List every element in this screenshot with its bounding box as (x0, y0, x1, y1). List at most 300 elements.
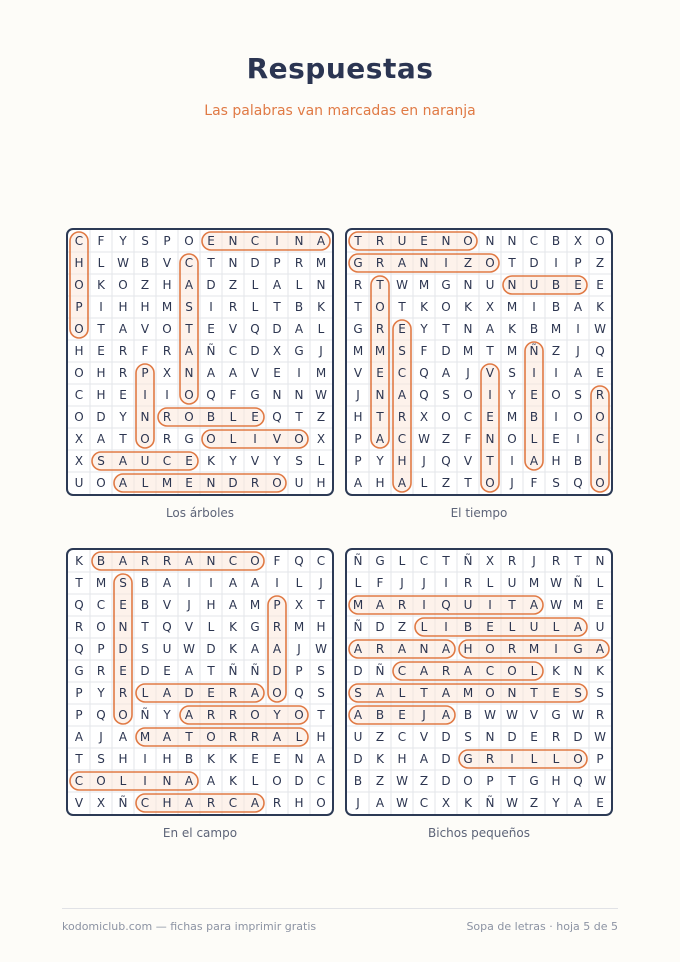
grid-letter: A (184, 554, 194, 568)
grid-letter: S (97, 752, 105, 766)
grid-letter: X (294, 598, 304, 612)
grid-letter: O (206, 730, 216, 744)
grid-letter: D (96, 410, 106, 424)
grid-letter: L (295, 278, 303, 292)
grid-letter: O (96, 620, 106, 634)
grid-letter: G (463, 752, 473, 766)
grid-letter: Q (294, 554, 304, 568)
grid-letter: O (118, 708, 128, 722)
grid-letter: C (397, 432, 407, 446)
grid-letter: A (419, 752, 429, 766)
grid-letter: O (294, 708, 304, 722)
grid-letter: D (529, 256, 539, 270)
grid-letter: R (507, 554, 517, 568)
grid-letter: F (229, 388, 237, 402)
grid-letter: R (250, 476, 260, 490)
grid-letter: N (485, 234, 495, 248)
grid-letter: X (74, 432, 84, 446)
grid-letter: K (229, 642, 237, 656)
grid-letter: R (507, 642, 517, 656)
grid-letter: L (317, 322, 325, 336)
grid-letter: E (596, 796, 604, 810)
grid-letter: T (508, 598, 516, 612)
grid-letter: P (295, 664, 303, 678)
grid-letter: A (294, 322, 304, 336)
answer-highlight (525, 342, 543, 470)
grid-letter: F (273, 554, 281, 568)
grid-letter: E (185, 476, 193, 490)
grid-letter: A (228, 366, 238, 380)
grid-letter: D (184, 686, 194, 700)
grid-letter: O (375, 300, 385, 314)
grid-letter: T (442, 554, 450, 568)
grid-letter: A (441, 686, 451, 700)
grid-letter: L (398, 554, 406, 568)
grid-letter: H (96, 366, 106, 380)
grid-letter: H (316, 730, 326, 744)
answer-highlight (202, 232, 330, 250)
footer-right: Sopa de letras · hoja 5 de 5 (466, 920, 618, 933)
grid-letter: O (485, 256, 495, 270)
grid-letter: D (441, 730, 451, 744)
grid-letter: Y (97, 686, 105, 700)
grid-letter: H (162, 796, 172, 810)
grid-letter: C (397, 664, 407, 678)
grid-letter: A (184, 708, 194, 722)
grid-letter: A (397, 476, 407, 490)
grid-letter: C (228, 796, 238, 810)
grid-letter: D (272, 664, 282, 678)
grid-letter: E (251, 752, 259, 766)
grid-letter: T (376, 410, 384, 424)
grid-letter: A (184, 664, 194, 678)
grid-letter: I (99, 300, 103, 314)
grid-letter: A (573, 300, 583, 314)
grid-letter: A (118, 730, 128, 744)
grid-letter: Ñ (573, 576, 583, 590)
grid-letter: J (319, 344, 323, 358)
grid-letter: L (251, 300, 259, 314)
grid-letter: B (551, 300, 561, 314)
grid-letter: L (420, 620, 428, 634)
grid-letter: N (140, 410, 150, 424)
grid-letter: L (141, 476, 149, 490)
grid-letter: O (316, 796, 326, 810)
grid-letter: U (294, 476, 304, 490)
grid-letter: N (316, 278, 326, 292)
grid-letter: D (250, 344, 260, 358)
grid-letter: L (508, 620, 516, 634)
grid-letter: O (573, 752, 583, 766)
grid-letter: A (397, 642, 407, 656)
grid-letter: A (228, 598, 238, 612)
grid-letter: U (529, 278, 539, 292)
grid-letter: D (118, 642, 128, 656)
grid-letter: O (118, 278, 128, 292)
grid-letter: W (550, 576, 562, 590)
grid-letter: J (297, 642, 301, 656)
answer-highlight (70, 772, 198, 790)
answer-highlight (415, 618, 587, 636)
grid-letter: J (510, 476, 514, 490)
grid-letter: V (250, 454, 260, 468)
grid-letter: P (163, 234, 171, 248)
grid-letter: U (595, 620, 605, 634)
grid-letter: S (508, 366, 516, 380)
grid-letter: Y (376, 454, 384, 468)
grid-letter: J (99, 730, 103, 744)
grid-letter: W (506, 708, 518, 722)
grid-letter: R (441, 664, 451, 678)
grid-letter: T (420, 686, 428, 700)
grid-letter: R (250, 730, 260, 744)
grid-letter: P (75, 708, 83, 722)
grid-letter: U (74, 476, 84, 490)
footer-divider (62, 908, 618, 909)
grid-letter: A (375, 796, 385, 810)
grid-letter: K (464, 796, 472, 810)
answer-highlight (136, 794, 264, 812)
grid-letter: C (140, 796, 150, 810)
grid-letter: S (442, 388, 450, 402)
grid-letter: V (272, 432, 282, 446)
grid-letter: Ñ (250, 664, 260, 678)
grid-letter: M (95, 576, 107, 590)
grid-letter: N (294, 752, 304, 766)
grid-letter: O (74, 322, 84, 336)
grid-letter: O (463, 774, 473, 788)
grid-letter: G (294, 344, 304, 358)
grid-letter: O (463, 234, 473, 248)
grid-letter: Q (573, 476, 583, 490)
grid-letter: B (353, 774, 363, 788)
grid-letter: A (162, 576, 172, 590)
grid-letter: A (375, 598, 385, 612)
grid-letter: L (420, 476, 428, 490)
grid-letter: A (118, 554, 128, 568)
grid-letter: N (485, 432, 495, 446)
grid-letter: Y (552, 796, 560, 810)
grid-letter: N (272, 388, 282, 402)
grid-letter: U (529, 620, 539, 634)
grid-letter: A (441, 708, 451, 722)
grid-letter: Z (463, 256, 473, 270)
grid-letter: Q (441, 598, 451, 612)
grid-letter: L (251, 774, 259, 788)
grid-letter: Q (272, 410, 282, 424)
grid-letter: H (74, 344, 84, 358)
grid-letter: I (554, 366, 558, 380)
grid-letter: I (275, 576, 279, 590)
grid-letter: E (207, 322, 215, 336)
grid-letter: M (161, 300, 173, 314)
grid-letter: Q (419, 366, 429, 380)
grid-letter: A (397, 388, 407, 402)
grid-letter: A (184, 774, 194, 788)
grid-letter: H (397, 752, 407, 766)
grid-letter: C (419, 796, 429, 810)
answer-highlight (481, 364, 499, 492)
grid-letter: A (441, 642, 451, 656)
grid-letter: E (163, 664, 171, 678)
grid-letter: D (206, 642, 216, 656)
grid-letter: T (207, 664, 215, 678)
grid-letter: R (140, 554, 150, 568)
grid-letter: A (316, 752, 326, 766)
grid-letter: I (598, 454, 602, 468)
grid-letter: G (353, 256, 363, 270)
grid-letter: Y (420, 322, 428, 336)
grid-letter: O (294, 432, 304, 446)
grid-letter: Z (419, 774, 429, 788)
grid-letter: Ñ (375, 664, 385, 678)
grid-letter: D (353, 664, 363, 678)
grid-letter: O (140, 432, 150, 446)
grid-letter: Y (508, 388, 516, 402)
grid-letter: L (552, 752, 560, 766)
grid-letter: J (576, 344, 580, 358)
grid-letter: S (97, 454, 105, 468)
grid-letter: B (96, 554, 106, 568)
grid-letter: L (530, 432, 538, 446)
grid-letter: I (143, 388, 147, 402)
grid-letter: R (118, 366, 128, 380)
grid-letter: C (595, 432, 605, 446)
grid-letter: B (294, 300, 304, 314)
grid-letter: D (272, 322, 282, 336)
grid-letter: N (206, 476, 216, 490)
grid-letter: V (485, 366, 495, 380)
grid-letter: B (463, 620, 473, 634)
grid-letter: A (250, 576, 260, 590)
grid-letter: R (551, 730, 561, 744)
grid-letter: X (162, 366, 172, 380)
grid-letter: E (530, 388, 538, 402)
grid-letter: A (375, 686, 385, 700)
grid-letter: I (488, 598, 492, 612)
grid-letter: N (206, 554, 216, 568)
grid-letter: N (162, 774, 172, 788)
grid-letter: H (316, 476, 326, 490)
grid-letter: L (229, 410, 237, 424)
grid-letter: R (375, 642, 385, 656)
grid-letter: V (419, 730, 429, 744)
grid-letter: D (441, 344, 451, 358)
grid-letter: C (74, 234, 84, 248)
grid-letter: G (184, 432, 194, 446)
grid-letter: R (74, 620, 84, 634)
letter-grid (347, 550, 611, 814)
grid-letter: P (75, 300, 83, 314)
grid-letter: E (420, 234, 428, 248)
grid-letter: Ñ (206, 344, 216, 358)
grid-letter: H (316, 620, 326, 634)
grid-letter: D (375, 620, 385, 634)
grid-letter: R (162, 410, 172, 424)
grid-letter: Z (228, 278, 238, 292)
grid-letter: W (550, 598, 562, 612)
grid-letter: A (529, 454, 539, 468)
grid-letter: F (530, 476, 538, 490)
grid-letter: S (398, 344, 406, 358)
grid-letter: O (74, 366, 84, 380)
grid-letter: O (184, 234, 194, 248)
grid-letter: L (119, 774, 127, 788)
grid-letter: W (315, 642, 327, 656)
grid-letter: T (317, 598, 325, 612)
grid-letter: Z (316, 410, 326, 424)
grid-letter: N (485, 730, 495, 744)
grid-letter: X (96, 796, 106, 810)
grid-letter: I (143, 752, 147, 766)
grid-letter: V (162, 598, 172, 612)
grid-letter: O (507, 432, 517, 446)
grid-letter: X (419, 410, 429, 424)
grid-letter: F (376, 576, 384, 590)
grid-letter: B (140, 256, 150, 270)
grid-letter: D (507, 730, 517, 744)
grid-letter: Y (229, 454, 237, 468)
grid-letter: E (552, 686, 560, 700)
grid-letter: N (573, 664, 583, 678)
grid-letter: K (376, 752, 384, 766)
grid-letter: D (140, 664, 150, 678)
grid-letter: R (228, 686, 238, 700)
grid-letter: W (396, 796, 408, 810)
grid-letter: M (352, 598, 364, 612)
grid-letter: A (595, 642, 605, 656)
grid-letter: A (573, 796, 583, 810)
grid-letter: A (206, 366, 216, 380)
grid-letter: I (209, 300, 213, 314)
grid-letter: R (228, 708, 238, 722)
grid-letter: N (184, 366, 194, 380)
grid-letter: I (275, 234, 279, 248)
grid-letter: R (463, 576, 473, 590)
grid-letter: K (207, 454, 215, 468)
grid-letter: Y (273, 708, 281, 722)
grid-letter: E (376, 366, 384, 380)
grid-letter: R (353, 278, 363, 292)
grid-letter: T (295, 410, 303, 424)
grid-letter: W (594, 774, 606, 788)
grid-letter: I (297, 366, 301, 380)
grid-letter: C (485, 664, 495, 678)
grid-letter: W (572, 708, 584, 722)
grid-letter: S (119, 576, 127, 590)
grid-letter: W (183, 642, 195, 656)
grid-letter: H (206, 598, 216, 612)
puzzle-caption: Los árboles (165, 506, 235, 520)
grid-letter: N (228, 256, 238, 270)
grid-letter: B (140, 576, 150, 590)
grid-letter: H (118, 752, 128, 766)
grid-letter: H (118, 300, 128, 314)
grid-letter: R (375, 256, 385, 270)
letter-grid (68, 550, 332, 814)
grid-letter: P (75, 686, 83, 700)
footer-left: kodomiclub.com — fichas para imprimir gratis (62, 920, 317, 933)
grid-letter: A (353, 476, 363, 490)
grid-letter: J (466, 366, 470, 380)
grid-letter: L (530, 752, 538, 766)
grid-letter: A (118, 454, 128, 468)
grid-letter: Q (96, 708, 106, 722)
grid-letter: Q (74, 598, 84, 612)
grid-letter: Q (250, 322, 260, 336)
grid-letter: H (162, 278, 172, 292)
grid-letter: R (375, 234, 385, 248)
grid-letter: C (96, 598, 106, 612)
grid-letter: H (463, 642, 473, 656)
grid-letter: W (117, 256, 129, 270)
grid-letter: Y (119, 410, 127, 424)
grid-letter: H (375, 476, 385, 490)
grid-letter: T (530, 686, 538, 700)
grid-letter: E (574, 278, 582, 292)
grid-letter: J (422, 708, 426, 722)
grid-letter: E (119, 598, 127, 612)
grid-letter: L (207, 620, 215, 634)
grid-letter: U (463, 598, 473, 612)
grid-letter: A (118, 476, 128, 490)
grid-letter: U (140, 454, 150, 468)
grid-letter: U (162, 642, 172, 656)
grid-letter: A (353, 642, 363, 656)
grid-letter: B (206, 410, 216, 424)
grid-letter: H (353, 410, 363, 424)
grid-letter: C (397, 366, 407, 380)
grid-letter: M (352, 344, 364, 358)
grid-letter: E (596, 278, 604, 292)
grid-letter: W (396, 278, 408, 292)
grid-letter: U (353, 730, 363, 744)
grid-letter: I (576, 322, 580, 336)
grid-letter: O (485, 476, 495, 490)
grid-letter: J (187, 598, 191, 612)
grid-letter: Z (140, 278, 150, 292)
grid-letter: G (74, 664, 84, 678)
grid-letter: L (295, 730, 303, 744)
grid-letter: I (576, 432, 580, 446)
grid-letter: C (316, 774, 326, 788)
grid-letter: G (573, 642, 583, 656)
letter-grid (347, 230, 611, 494)
grid-letter: S (354, 686, 362, 700)
grid-letter: D (206, 278, 216, 292)
grid-letter: E (119, 388, 127, 402)
grid-letter: M (462, 344, 474, 358)
grid-letter: A (250, 686, 260, 700)
grid-letter: T (354, 300, 362, 314)
grid-letter: S (552, 476, 560, 490)
grid-letter: I (554, 256, 558, 270)
grid-letter: V (140, 322, 150, 336)
grid-letter: K (229, 620, 237, 634)
grid-letter: B (529, 322, 539, 336)
grid-letter: R (294, 256, 304, 270)
grid-letter: B (573, 454, 583, 468)
grid-letter: A (162, 686, 172, 700)
grid-letter: T (464, 476, 472, 490)
grid-letter: G (551, 708, 561, 722)
grid-letter: I (488, 388, 492, 402)
grid-letter: N (294, 234, 304, 248)
grid-letter: Ñ (353, 620, 363, 634)
grid-letter: Ñ (140, 708, 150, 722)
grid-letter: Ñ (118, 796, 128, 810)
grid-letter: L (596, 576, 604, 590)
